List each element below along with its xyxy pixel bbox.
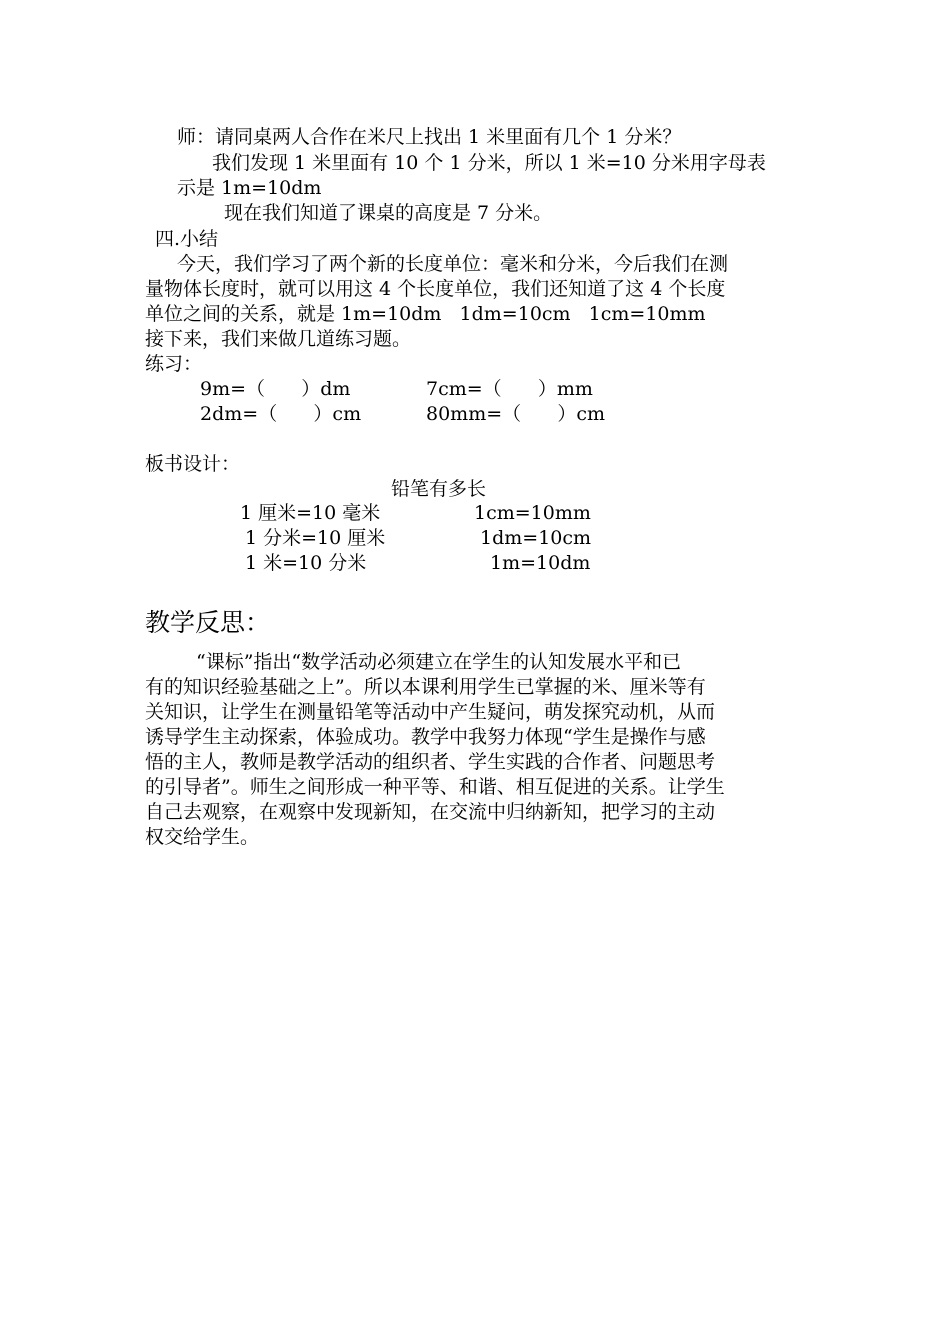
exercise-item: 7cm=（ ）mm <box>426 378 593 400</box>
summary-line-3: 单位之间的关系，就是 1m=10dm 1dm=10cm 1cm=10mm <box>145 303 706 325</box>
reflection-line: 权交给学生。 <box>145 826 260 848</box>
reflection-line: 的引导者”。师生之间形成一种平等、和谐、相互促进的关系。让学生 <box>145 776 725 798</box>
board-row-en: 1cm=10mm <box>474 502 591 524</box>
summary-line-4: 接下来，我们来做几道练习题。 <box>145 328 412 350</box>
exercise-item: 80mm=（ ）cm <box>426 403 606 425</box>
board-row-en: 1dm=10cm <box>480 527 592 549</box>
board-row-cn: 1 分米=10 厘米 <box>245 527 386 549</box>
dialogue-line-4: 现在我们知道了课桌的高度是 7 分米。 <box>224 202 553 224</box>
dialogue-line-2: 我们发现 1 米里面有 10 个 1 分米，所以 1 米=10 分米用字母表 <box>212 152 766 174</box>
reflection-line: 关知识，让学生在测量铅笔等活动中产生疑问，萌发探究动机，从而 <box>145 701 716 723</box>
dialogue-line-1: 师：请同桌两人合作在米尺上找出 1 米里面有几个 1 分米？ <box>177 126 682 148</box>
dialogue-line-3: 示是 1m=10dm <box>177 177 322 199</box>
summary-line-2: 量物体长度时，就可以用这 4 个长度单位，我们还知道了这 4 个长度 <box>145 278 726 300</box>
summary-line-1: 今天，我们学习了两个新的长度单位：毫米和分米，今后我们在测 <box>177 253 729 275</box>
reflection-line: 有的知识经验基础之上”。所以本课利用学生已掌握的米、厘米等有 <box>145 676 706 698</box>
board-title: 铅笔有多长 <box>391 478 487 500</box>
reflection-heading: 教学反思： <box>145 608 271 637</box>
reflection-line: “课标”指出“数学活动必须建立在学生的认知发展水平和已 <box>196 651 682 673</box>
reflection-line: 悟的主人，教师是教学活动的组织者、学生实践的合作者、问题思考 <box>145 751 716 773</box>
exercise-heading: 练习： <box>145 353 203 375</box>
board-row-cn: 1 厘米=10 毫米 <box>240 502 381 524</box>
exercise-item: 9m=（ ）dm <box>200 378 351 400</box>
board-heading: 板书设计： <box>145 453 241 475</box>
summary-heading: 四.小结 <box>155 228 219 250</box>
board-row-cn: 1 米=10 分米 <box>245 552 367 574</box>
exercise-item: 2dm=（ ）cm <box>200 403 362 425</box>
reflection-line: 诱导学生主动探索，体验成功。教学中我努力体现“学生是操作与感 <box>145 726 706 748</box>
reflection-line: 自己去观察，在观察中发现新知，在交流中归纳新知，把学习的主动 <box>145 801 716 823</box>
board-row-en: 1m=10dm <box>490 552 591 574</box>
